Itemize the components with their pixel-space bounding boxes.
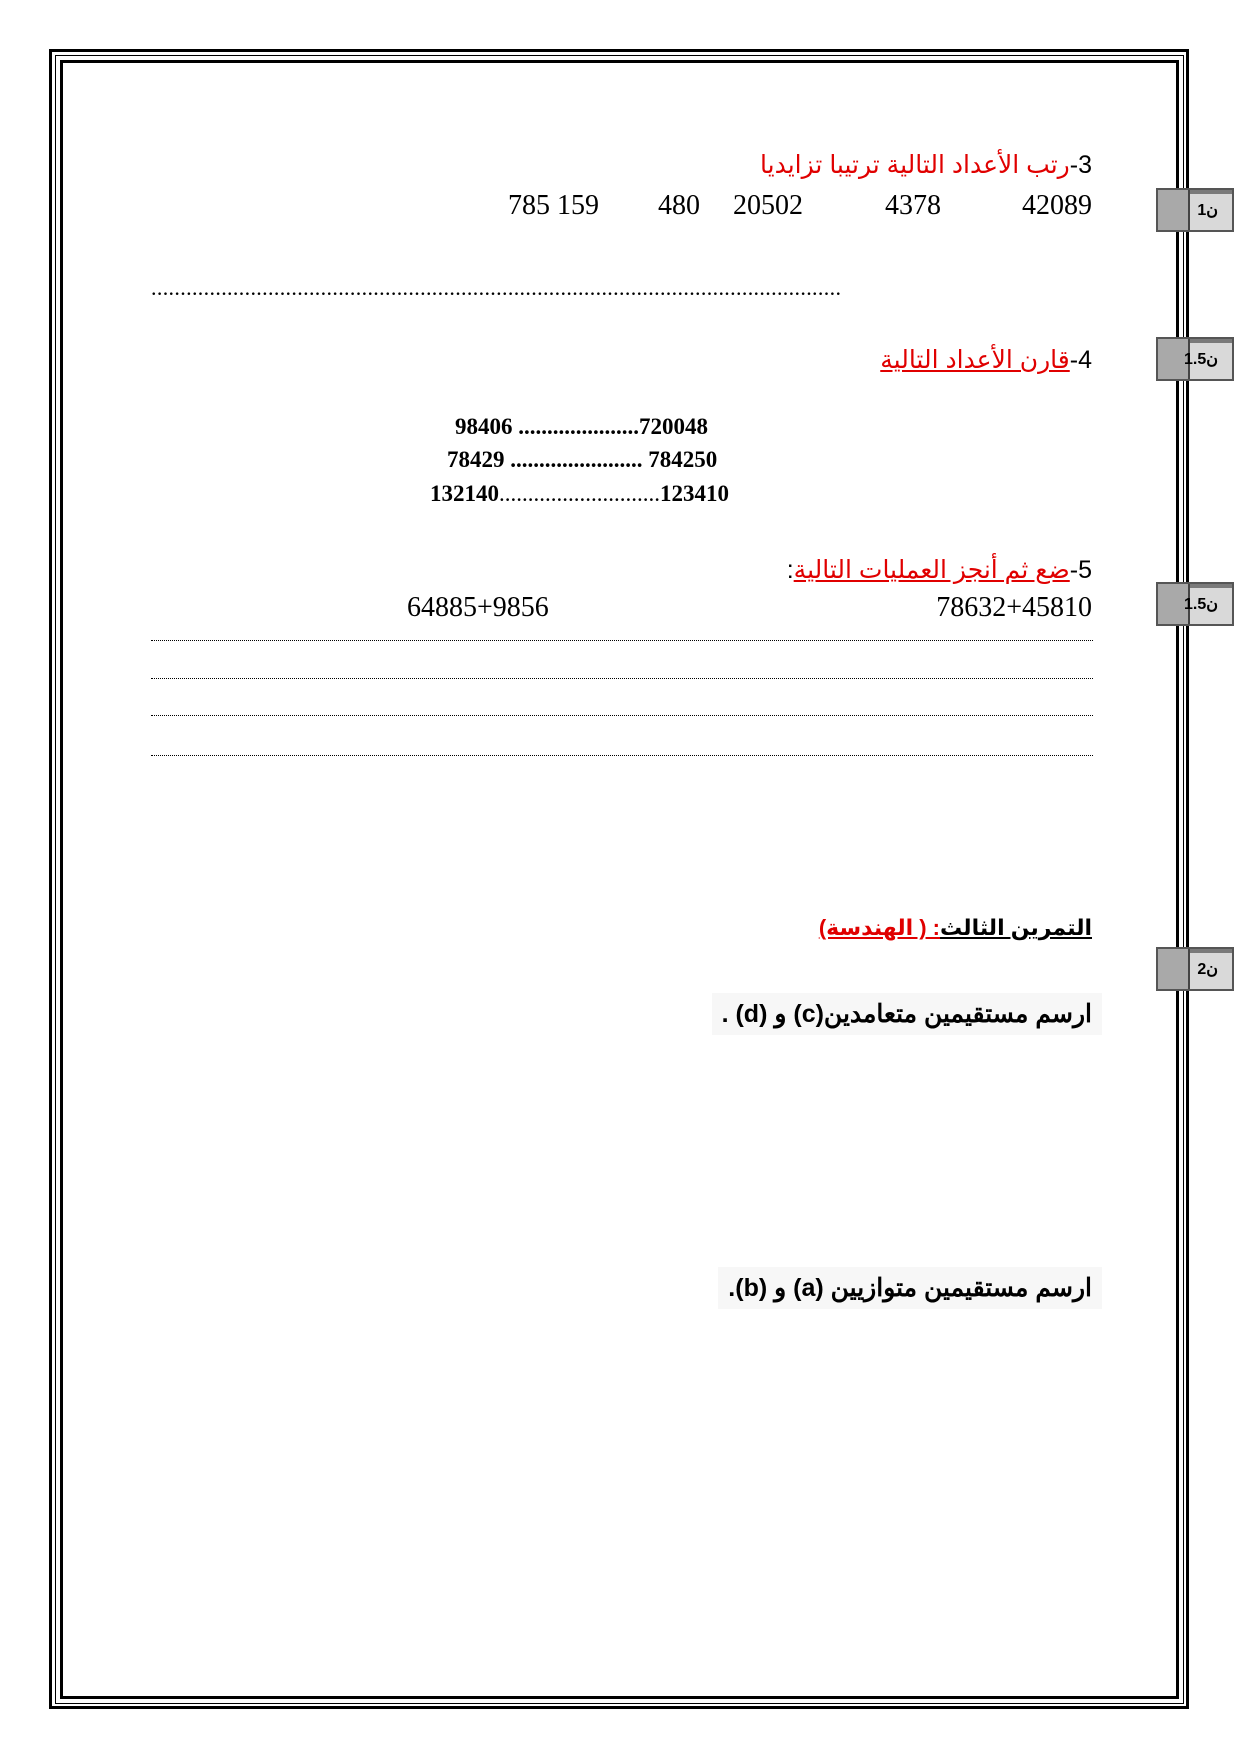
compare-blank: ..................... <box>512 414 639 439</box>
score-tag-q4: 1.5ن <box>1156 337 1234 381</box>
task-parallel-lines: ارسم مستقيمين متوازيين (a) و (b). <box>718 1267 1102 1309</box>
compare-row-1 <box>455 414 708 440</box>
q5-number: 5- <box>1069 556 1092 584</box>
task-perpendicular-lines: ارسم مستقيمين متعامدين(c) و (d) . <box>712 993 1102 1035</box>
q5-operation-2: 64885+9856 <box>407 592 549 623</box>
q4-heading <box>880 345 1092 375</box>
compare-row-3 <box>430 481 729 507</box>
compare-blank: ............................ <box>499 481 660 506</box>
compare-right: 720048 <box>639 414 708 439</box>
ex3-heading <box>819 915 1092 941</box>
q3-number-3: 20502 <box>733 190 803 221</box>
compare-row-2 <box>447 447 717 473</box>
q3-title: رتب الأعداد التالية ترتيبا تزايديا <box>760 151 1070 179</box>
compare-left: 132140 <box>430 481 499 506</box>
q3-heading <box>760 150 1092 180</box>
q3-number-5: 785 159 <box>508 190 599 221</box>
ex3-subtitle: : ( الهندسة) <box>818 915 941 940</box>
page-border-inner <box>60 60 1179 1699</box>
score-tag-q3: 1ن <box>1156 188 1234 232</box>
compare-left: 78429 <box>447 447 505 472</box>
q3-number-2: 4378 <box>885 190 941 221</box>
q4-title: قارن الأعداد التالية <box>880 346 1070 374</box>
q5-operation-1: 78632+45810 <box>936 592 1092 623</box>
work-line-4 <box>151 755 1093 756</box>
compare-left: 98406 <box>455 414 513 439</box>
compare-blank: ....................... <box>504 447 649 472</box>
work-line-3 <box>151 715 1093 716</box>
q5-colon: : <box>786 556 794 584</box>
q3-answer-line: ...................................................................................................................... <box>151 275 842 300</box>
score-tag-q5: 1.5ن <box>1156 582 1234 626</box>
q5-title: ضع ثم أنجز العمليات التالية <box>793 556 1070 584</box>
q3-number-4: 480 <box>658 190 700 221</box>
q5-heading <box>787 555 1092 585</box>
work-line-2 <box>151 678 1093 679</box>
compare-right: 123410 <box>660 481 729 506</box>
ex3-title: التمرين الثالث <box>940 915 1092 940</box>
compare-right: 784250 <box>648 447 718 472</box>
work-line-1 <box>151 640 1093 641</box>
q4-number: 4- <box>1069 346 1092 374</box>
q3-number: 3- <box>1069 151 1092 179</box>
score-tag-ex3: 2ن <box>1156 947 1234 991</box>
q3-number-1: 42089 <box>1022 190 1092 221</box>
